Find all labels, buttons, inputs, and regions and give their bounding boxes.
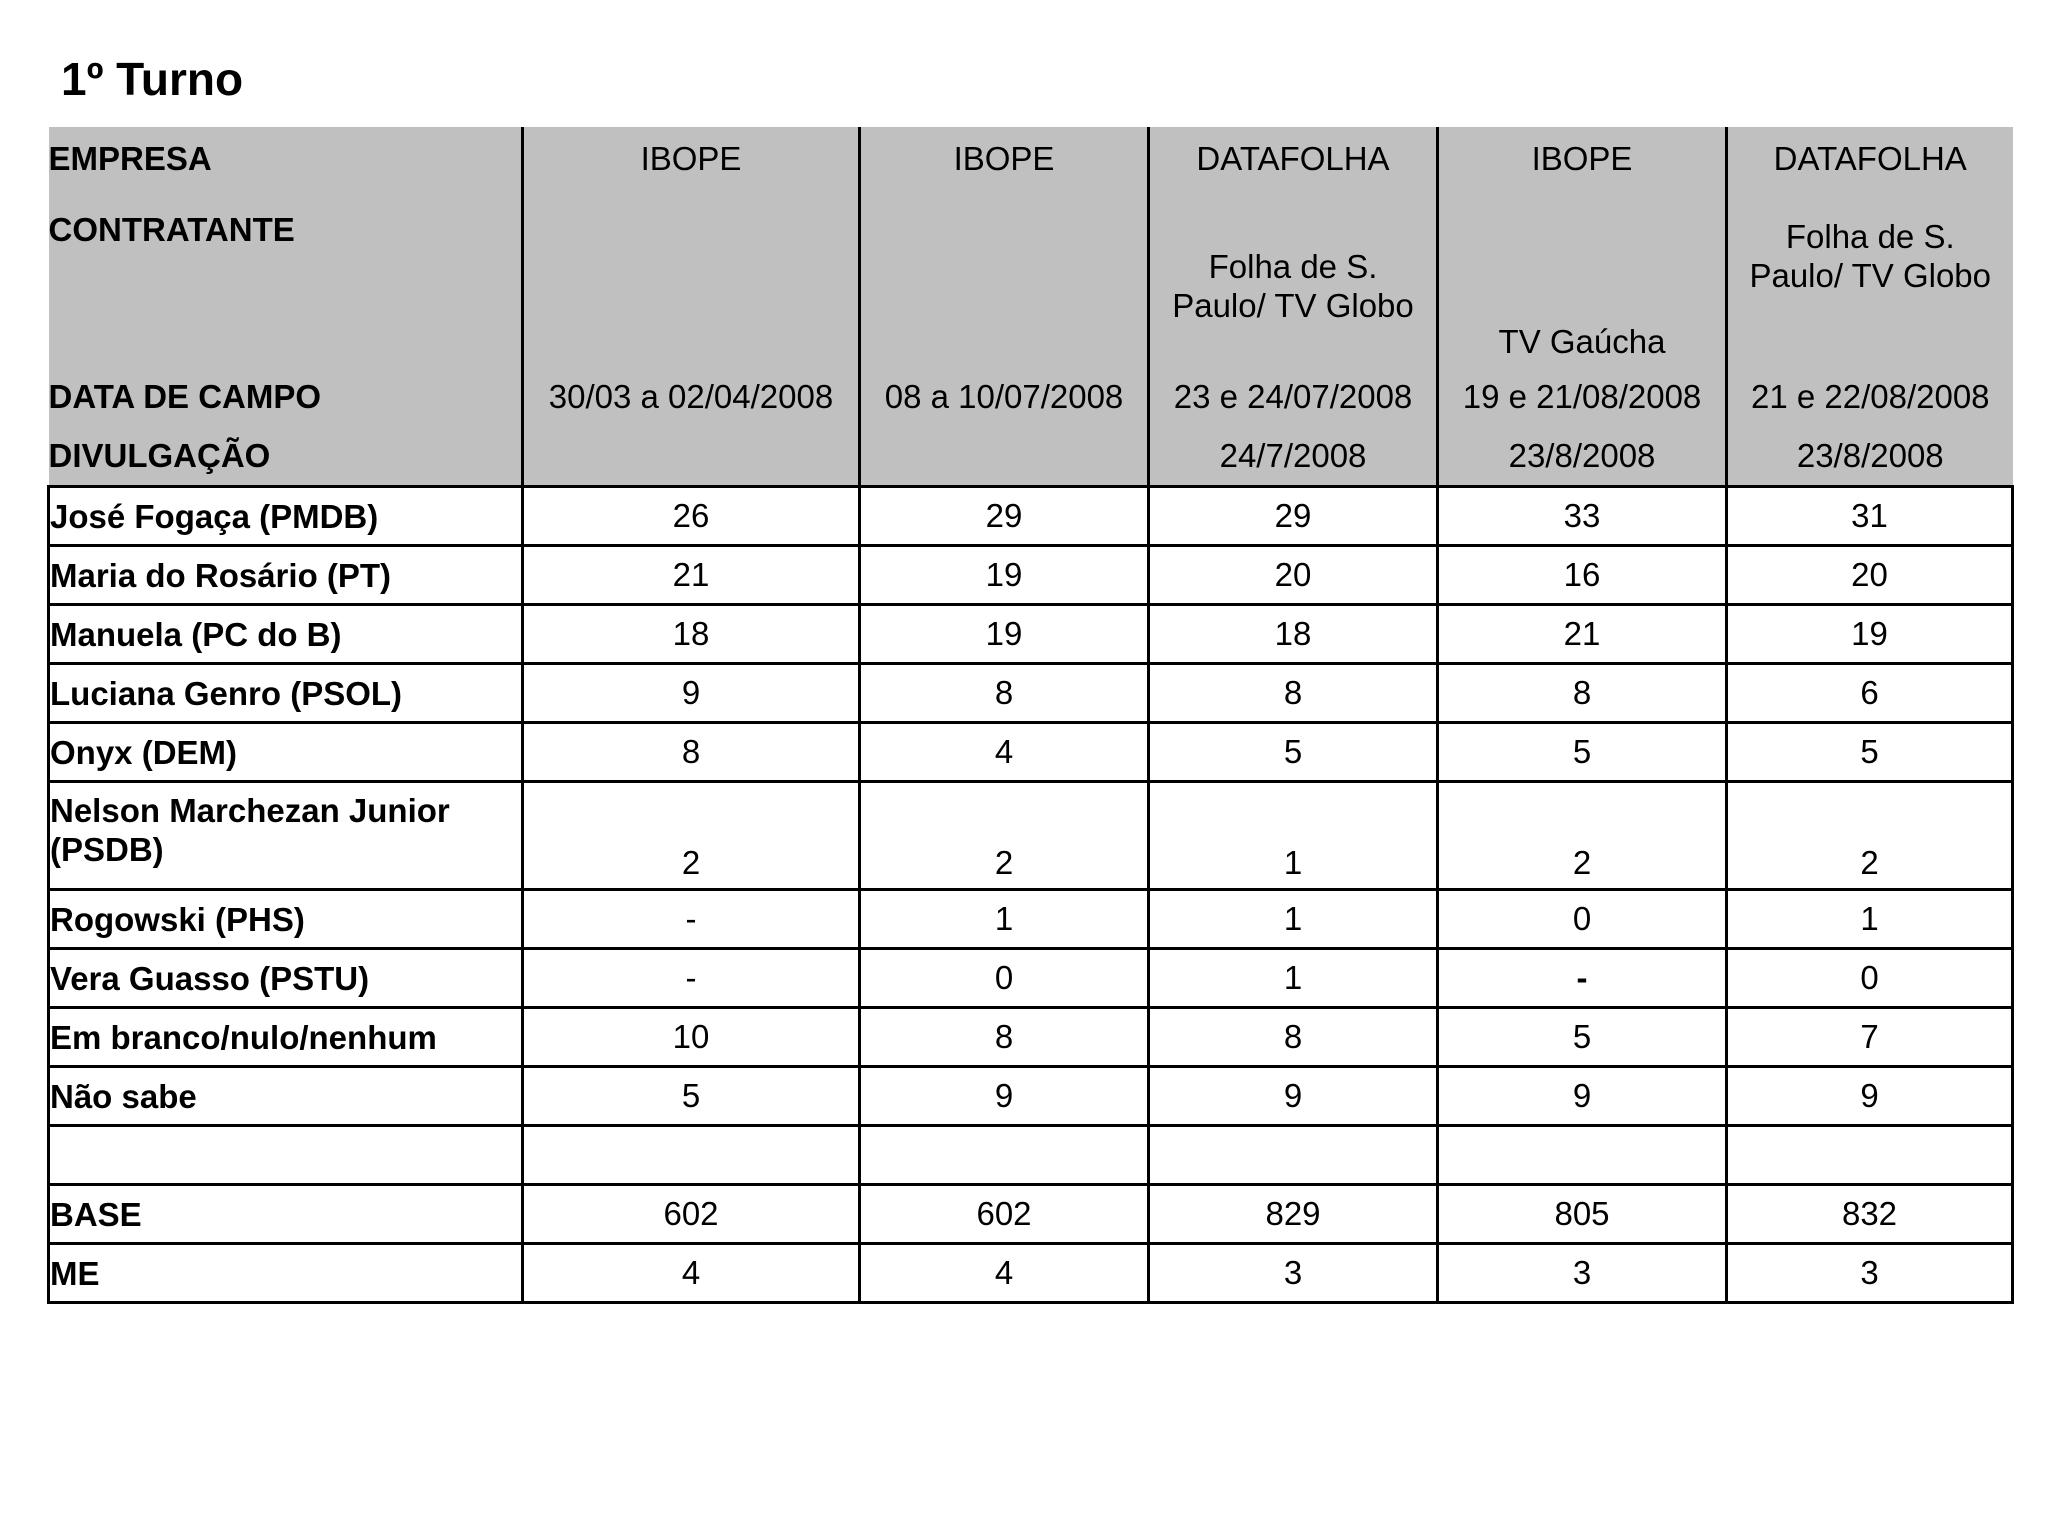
table-row-me xyxy=(49,1244,2013,1303)
candidate-label: Não sabe xyxy=(49,1067,523,1126)
table-row xyxy=(49,723,2013,782)
candidate-label: Nelson Marchezan Junior (PSDB) xyxy=(49,782,523,890)
table-cell: 0 xyxy=(1727,949,2013,1008)
candidate-label: Maria do Rosário (PT) xyxy=(49,546,523,605)
page-title: 1º Turno xyxy=(61,53,244,105)
table-cell: 5 xyxy=(523,1067,860,1126)
table-cell: 8 xyxy=(1149,664,1438,723)
table-cell: - xyxy=(523,949,860,1008)
table-cell: 19 xyxy=(860,605,1149,664)
poll-table xyxy=(47,127,2014,1304)
candidate-label: BASE xyxy=(49,1185,523,1244)
table-cell: 0 xyxy=(1438,890,1727,949)
header-cell: 24/7/2008 xyxy=(1149,427,1438,487)
candidate-label: José Fogaça (PMDB) xyxy=(49,487,523,546)
table-row-base xyxy=(49,1185,2013,1244)
table-cell xyxy=(523,1126,860,1185)
header-label: DIVULGAÇÃO xyxy=(49,427,523,487)
table-cell: 9 xyxy=(1149,1067,1438,1126)
table-cell: 18 xyxy=(523,605,860,664)
header-cell xyxy=(860,427,1149,487)
table-cell: 19 xyxy=(1727,605,2013,664)
table-cell: 1 xyxy=(1727,890,2013,949)
header-cell: DATAFOLHA xyxy=(1727,127,2013,191)
table-cell xyxy=(1438,1126,1727,1185)
header-cell: Folha de S. Paulo/ TV Globo xyxy=(1149,191,1438,367)
table-row xyxy=(49,487,2013,546)
candidate-label: Manuela (PC do B) xyxy=(49,605,523,664)
header-label: CONTRATANTE xyxy=(49,191,523,367)
table-row xyxy=(49,949,2013,1008)
table-row xyxy=(49,890,2013,949)
table-cell: 20 xyxy=(1727,546,2013,605)
table-cell xyxy=(860,1126,1149,1185)
table-cell: 2 xyxy=(523,782,860,890)
table-cell: - xyxy=(1438,949,1727,1008)
table-cell: 1 xyxy=(860,890,1149,949)
table-cell: 6 xyxy=(1727,664,2013,723)
table-cell: 21 xyxy=(523,546,860,605)
header-row-data-de-campo xyxy=(49,367,2013,427)
table-cell: 5 xyxy=(1438,1008,1727,1067)
candidate-label: Vera Guasso (PSTU) xyxy=(49,949,523,1008)
header-cell: 23 e 24/07/2008 xyxy=(1149,367,1438,427)
table-row xyxy=(49,1008,2013,1067)
table-cell: 602 xyxy=(523,1185,860,1244)
table-cell: 21 xyxy=(1438,605,1727,664)
table-row xyxy=(49,782,2013,890)
header-row-empresa xyxy=(49,127,2013,191)
table-cell: 602 xyxy=(860,1185,1149,1244)
table-cell: 33 xyxy=(1438,487,1727,546)
table-cell xyxy=(1149,1126,1438,1185)
header-cell: TV Gaúcha xyxy=(1438,191,1727,367)
table-cell: 2 xyxy=(1727,782,2013,890)
table-cell: 16 xyxy=(1438,546,1727,605)
table-row xyxy=(49,605,2013,664)
table-cell: 805 xyxy=(1438,1185,1727,1244)
table-cell: 5 xyxy=(1149,723,1438,782)
header-row-contratante xyxy=(49,191,2013,367)
candidate-label: Em branco/nulo/nenhum xyxy=(49,1008,523,1067)
table-cell: 5 xyxy=(1727,723,2013,782)
header-cell: IBOPE xyxy=(523,127,860,191)
table-cell: 3 xyxy=(1438,1244,1727,1303)
table-row xyxy=(49,546,2013,605)
table-cell: 0 xyxy=(860,949,1149,1008)
table-cell: 19 xyxy=(860,546,1149,605)
table-cell: 4 xyxy=(860,1244,1149,1303)
table-cell: 2 xyxy=(860,782,1149,890)
header-cell: 19 e 21/08/2008 xyxy=(1438,367,1727,427)
header-cell xyxy=(860,191,1149,367)
table-cell: 1 xyxy=(1149,949,1438,1008)
table-cell: 8 xyxy=(860,664,1149,723)
header-cell: 23/8/2008 xyxy=(1727,427,2013,487)
table-cell: 1 xyxy=(1149,890,1438,949)
table-row xyxy=(49,1067,2013,1126)
table-cell: 20 xyxy=(1149,546,1438,605)
table-cell: 4 xyxy=(523,1244,860,1303)
header-row-divulgacao xyxy=(49,427,2013,487)
table-cell: 1 xyxy=(1149,782,1438,890)
candidate-label: Onyx (DEM) xyxy=(49,723,523,782)
header-cell: 21 e 22/08/2008 xyxy=(1727,367,2013,427)
table-cell: 31 xyxy=(1727,487,2013,546)
table-cell: - xyxy=(523,890,860,949)
table-cell: 3 xyxy=(1149,1244,1438,1303)
table-cell xyxy=(1727,1126,2013,1185)
table-cell: 9 xyxy=(1727,1067,2013,1126)
candidate-label: Luciana Genro (PSOL) xyxy=(49,664,523,723)
header-cell xyxy=(523,191,860,367)
table-cell: 29 xyxy=(1149,487,1438,546)
table-row-blank xyxy=(49,1126,2013,1185)
table-cell: 5 xyxy=(1438,723,1727,782)
candidate-label xyxy=(49,1126,523,1185)
header-cell: 08 a 10/07/2008 xyxy=(860,367,1149,427)
table-cell: 2 xyxy=(1438,782,1727,890)
table-cell: 9 xyxy=(1438,1067,1727,1126)
candidate-label: Rogowski (PHS) xyxy=(49,890,523,949)
candidate-label: ME xyxy=(49,1244,523,1303)
table-cell: 8 xyxy=(1149,1008,1438,1067)
table-cell: 9 xyxy=(860,1067,1149,1126)
header-cell: DATAFOLHA xyxy=(1149,127,1438,191)
table-cell: 3 xyxy=(1727,1244,2013,1303)
table-cell: 4 xyxy=(860,723,1149,782)
table-cell: 29 xyxy=(860,487,1149,546)
header-label: DATA DE CAMPO xyxy=(49,367,523,427)
table-cell: 8 xyxy=(1438,664,1727,723)
header-cell: 30/03 a 02/04/2008 xyxy=(523,367,860,427)
table-cell: 829 xyxy=(1149,1185,1438,1244)
table-cell: 8 xyxy=(860,1008,1149,1067)
table-row xyxy=(49,664,2013,723)
table-cell: 18 xyxy=(1149,605,1438,664)
header-cell xyxy=(523,427,860,487)
header-cell: 23/8/2008 xyxy=(1438,427,1727,487)
header-cell: IBOPE xyxy=(1438,127,1727,191)
table-cell: 832 xyxy=(1727,1185,2013,1244)
table-cell: 26 xyxy=(523,487,860,546)
header-label: EMPRESA xyxy=(49,127,523,191)
table-cell: 10 xyxy=(523,1008,860,1067)
header-cell: Folha de S. Paulo/ TV Globo xyxy=(1727,191,2013,367)
table-cell: 8 xyxy=(523,723,860,782)
header-cell: IBOPE xyxy=(860,127,1149,191)
table-cell: 9 xyxy=(523,664,860,723)
table-cell: 7 xyxy=(1727,1008,2013,1067)
